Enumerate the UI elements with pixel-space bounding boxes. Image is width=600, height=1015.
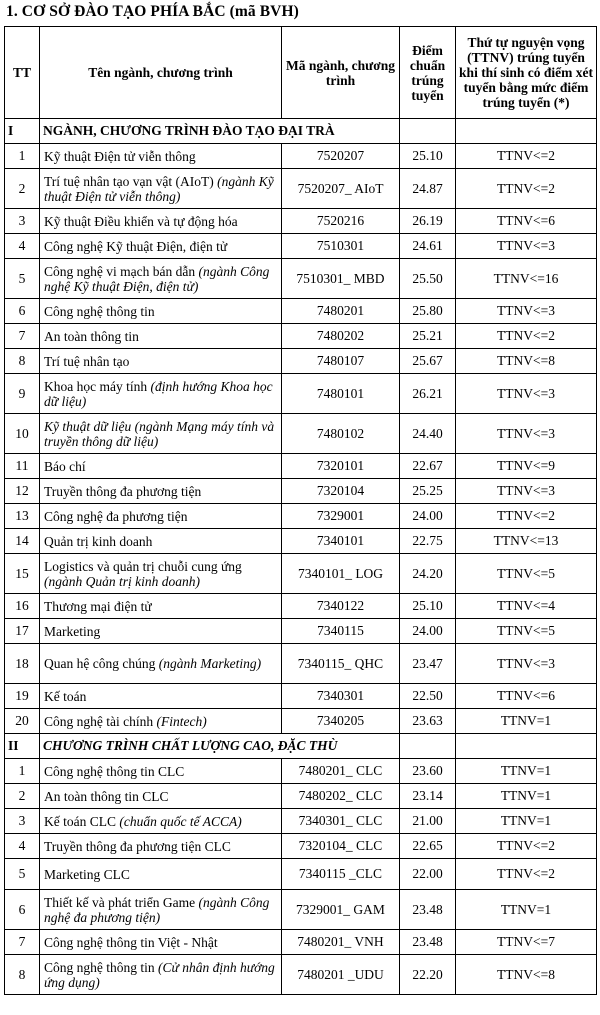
ttnv-rule: TTNV<=8 — [456, 349, 597, 374]
program-code: 7329001_ GAM — [282, 890, 400, 930]
program-name-cell — [40, 784, 282, 809]
cutoff-score: 22.75 — [400, 529, 456, 554]
ttnv-rule: TTNV<=3 — [456, 234, 597, 259]
section-empty-cell — [456, 119, 597, 144]
row-number: 2 — [5, 169, 40, 209]
program-name-cell — [40, 554, 282, 594]
program-name: Thiết kế và phát triển Game — [44, 894, 199, 910]
cutoff-score: 25.50 — [400, 259, 456, 299]
program-code: 7340115_ QHC — [282, 644, 400, 684]
row-number: 16 — [5, 594, 40, 619]
ttnv-rule: TTNV<=16 — [456, 259, 597, 299]
row-number: 15 — [5, 554, 40, 594]
program-name: Kế toán — [44, 688, 87, 704]
program-code: 7520207_ AIoT — [282, 169, 400, 209]
program-name-cell — [40, 859, 282, 890]
section-header-2 — [5, 734, 597, 759]
program-name-cell — [40, 930, 282, 955]
table-row — [5, 504, 597, 529]
cutoff-score: 23.60 — [400, 759, 456, 784]
program-note: Kỹ thuật dữ liệu (ngành Mạng máy tính và truyền thông dữ liệu) — [44, 418, 275, 449]
program-note: (ngành Công nghệ đa phương tiện) — [44, 894, 270, 925]
program-name-cell — [40, 414, 282, 454]
section-title: CHƯƠNG TRÌNH CHẤT LƯỢNG CAO, ĐẶC THÙ — [40, 734, 400, 759]
ttnv-rule: TTNV<=7 — [456, 930, 597, 955]
ttnv-rule: TTNV<=2 — [456, 834, 597, 859]
table-row — [5, 234, 597, 259]
row-number: 2 — [5, 784, 40, 809]
program-name-cell — [40, 349, 282, 374]
table-row — [5, 619, 597, 644]
cutoff-score: 24.40 — [400, 414, 456, 454]
table-row — [5, 299, 597, 324]
program-code: 7340205 — [282, 709, 400, 734]
program-note: (ngành Marketing) — [158, 656, 262, 671]
ttnv-rule: TTNV<=2 — [456, 859, 597, 890]
table-row — [5, 414, 597, 454]
section-title: NGÀNH, CHƯƠNG TRÌNH ĐÀO TẠO ĐẠI TRÀ — [40, 119, 400, 144]
program-name-cell — [40, 834, 282, 859]
program-name: Công nghệ thông tin Việt - Nhật — [44, 934, 218, 950]
program-name-cell — [40, 644, 282, 684]
program-note: (ngành Quản trị kinh doanh) — [44, 573, 200, 589]
ttnv-rule: TTNV<=6 — [456, 684, 597, 709]
ttnv-rule: TTNV=1 — [456, 709, 597, 734]
cutoff-score: 23.14 — [400, 784, 456, 809]
program-name: Công nghệ đa phương tiện — [44, 508, 188, 524]
page-title: 1. CƠ SỞ ĐÀO TẠO PHÍA BẮC (mã BVH) — [6, 3, 299, 20]
row-number: 7 — [5, 930, 40, 955]
ttnv-rule: TTNV<=3 — [456, 644, 597, 684]
ttnv-rule: TTNV=1 — [456, 890, 597, 930]
header-ttnv: Thứ tự nguyện vọng (TTNV) trúng tuyển khi thí sinh có điểm xét tuyển bằng mức điểm trúng tuyển (*) — [456, 27, 597, 119]
program-name-cell — [40, 759, 282, 784]
ttnv-rule: TTNV<=2 — [456, 504, 597, 529]
ttnv-rule: TTNV<=5 — [456, 619, 597, 644]
cutoff-score: 24.00 — [400, 504, 456, 529]
program-name-cell — [40, 454, 282, 479]
program-name-cell — [40, 890, 282, 930]
row-number: 4 — [5, 834, 40, 859]
row-number: 10 — [5, 414, 40, 454]
program-code: 7480201_ VNH — [282, 930, 400, 955]
cutoff-score: 24.87 — [400, 169, 456, 209]
program-note: (chuẩn quốc tế ACCA) — [119, 813, 242, 829]
program-name-cell — [40, 299, 282, 324]
program-name-cell — [40, 259, 282, 299]
ttnv-rule: TTNV=1 — [456, 759, 597, 784]
program-name: Marketing — [44, 623, 101, 639]
table-row — [5, 709, 597, 734]
ttnv-rule: TTNV<=4 — [456, 594, 597, 619]
row-number: 6 — [5, 890, 40, 930]
row-number: 14 — [5, 529, 40, 554]
table-row — [5, 454, 597, 479]
section-number: I — [5, 119, 40, 144]
ttnv-rule: TTNV<=3 — [456, 414, 597, 454]
program-name: An toàn thông tin — [44, 328, 139, 344]
row-number: 6 — [5, 299, 40, 324]
program-name: Marketing CLC — [44, 866, 130, 882]
program-name: Công nghệ thông tin — [44, 959, 158, 975]
row-number: 1 — [5, 144, 40, 169]
table-row — [5, 759, 597, 784]
table-row — [5, 890, 597, 930]
cutoff-score: 24.20 — [400, 554, 456, 594]
table-row — [5, 554, 597, 594]
cutoff-score: 25.21 — [400, 324, 456, 349]
program-name: Công nghệ Kỹ thuật Điện, điện tử — [44, 238, 228, 254]
cutoff-score: 25.67 — [400, 349, 456, 374]
program-name: Công nghệ thông tin — [44, 303, 155, 319]
admission-score-table — [4, 26, 597, 995]
program-note: (ngành Công nghệ Kỹ thuật Điện, điện tử) — [44, 263, 270, 294]
ttnv-rule: TTNV<=3 — [456, 374, 597, 414]
ttnv-rule: TTNV<=3 — [456, 299, 597, 324]
program-name: Báo chí — [44, 458, 86, 474]
program-name-cell — [40, 144, 282, 169]
program-name: Công nghệ tài chính — [44, 713, 157, 729]
row-number: 8 — [5, 955, 40, 995]
row-number: 13 — [5, 504, 40, 529]
program-name-cell — [40, 684, 282, 709]
table-row — [5, 259, 597, 299]
ttnv-rule: TTNV<=8 — [456, 955, 597, 995]
program-code: 7480202 — [282, 324, 400, 349]
program-name-cell — [40, 529, 282, 554]
program-code: 7340301 — [282, 684, 400, 709]
program-code: 7510301_ MBD — [282, 259, 400, 299]
program-code: 7510301 — [282, 234, 400, 259]
program-name-cell — [40, 709, 282, 734]
program-note: (định hướng Khoa học dữ liệu) — [44, 378, 273, 409]
table-row — [5, 834, 597, 859]
program-name: Kế toán CLC — [44, 813, 120, 829]
header-code: Mã ngành, chương trình — [282, 27, 400, 119]
program-name-cell — [40, 234, 282, 259]
program-note: (Fintech) — [156, 713, 207, 729]
cutoff-score: 25.10 — [400, 594, 456, 619]
cutoff-score: 22.65 — [400, 834, 456, 859]
row-number: 3 — [5, 809, 40, 834]
cutoff-score: 23.47 — [400, 644, 456, 684]
program-code: 7320104_ CLC — [282, 834, 400, 859]
row-number: 18 — [5, 644, 40, 684]
row-number: 20 — [5, 709, 40, 734]
program-code: 7480101 — [282, 374, 400, 414]
row-number: 3 — [5, 209, 40, 234]
cutoff-score: 24.61 — [400, 234, 456, 259]
table-row — [5, 479, 597, 504]
program-name: Công nghệ vi mạch bán dẫn — [44, 263, 199, 279]
cutoff-score: 22.50 — [400, 684, 456, 709]
program-code: 7340101_ LOG — [282, 554, 400, 594]
ttnv-rule: TTNV=1 — [456, 784, 597, 809]
section-header-1 — [5, 119, 597, 144]
table-row — [5, 784, 597, 809]
program-name: Truyền thông đa phương tiện CLC — [44, 838, 231, 854]
program-name-cell — [40, 209, 282, 234]
program-name: Logistics và quản trị chuỗi cung ứng — [44, 558, 242, 574]
table-row — [5, 144, 597, 169]
program-name: Khoa học máy tính — [44, 378, 151, 394]
program-code: 7480201 _UDU — [282, 955, 400, 995]
program-code: 7340101 — [282, 529, 400, 554]
table-row — [5, 349, 597, 374]
program-name: An toàn thông tin CLC — [44, 788, 169, 804]
program-code: 7340115 — [282, 619, 400, 644]
cutoff-score: 25.80 — [400, 299, 456, 324]
cutoff-score: 23.63 — [400, 709, 456, 734]
table-row — [5, 529, 597, 554]
row-number: 11 — [5, 454, 40, 479]
program-name: Kỹ thuật Điện tử viễn thông — [44, 148, 196, 164]
cutoff-score: 23.48 — [400, 890, 456, 930]
table-row — [5, 930, 597, 955]
program-name-cell — [40, 594, 282, 619]
section-empty-cell — [400, 734, 456, 759]
cutoff-score: 25.25 — [400, 479, 456, 504]
section-number: II — [5, 734, 40, 759]
table-row — [5, 809, 597, 834]
program-name-cell — [40, 504, 282, 529]
table-body — [5, 119, 597, 995]
table-row — [5, 594, 597, 619]
program-code: 7480107 — [282, 349, 400, 374]
table-row — [5, 684, 597, 709]
program-code: 7340301_ CLC — [282, 809, 400, 834]
table-row — [5, 209, 597, 234]
program-code: 7480201 — [282, 299, 400, 324]
program-name-cell — [40, 809, 282, 834]
header-tt: TT — [5, 27, 40, 119]
program-name: Thương mại điện tử — [44, 598, 152, 614]
table-row — [5, 169, 597, 209]
program-code: 7320104 — [282, 479, 400, 504]
program-name: Công nghệ thông tin CLC — [44, 763, 185, 779]
program-code: 7480202_ CLC — [282, 784, 400, 809]
program-name: Quản trị kinh doanh — [44, 533, 153, 549]
row-number: 5 — [5, 259, 40, 299]
cutoff-score: 25.10 — [400, 144, 456, 169]
program-name-cell — [40, 619, 282, 644]
row-number: 17 — [5, 619, 40, 644]
header-name: Tên ngành, chương trình — [40, 27, 282, 119]
program-code: 7329001 — [282, 504, 400, 529]
table-header-row — [5, 27, 597, 119]
cutoff-score: 26.21 — [400, 374, 456, 414]
ttnv-rule: TTNV<=2 — [456, 144, 597, 169]
ttnv-rule: TTNV<=2 — [456, 324, 597, 349]
ttnv-rule: TTNV=1 — [456, 809, 597, 834]
cutoff-score: 21.00 — [400, 809, 456, 834]
program-name-cell — [40, 955, 282, 995]
row-number: 1 — [5, 759, 40, 784]
cutoff-score: 24.00 — [400, 619, 456, 644]
program-name: Trí tuệ nhân tạo vạn vật (AIoT) — [44, 173, 218, 189]
ttnv-rule: TTNV<=9 — [456, 454, 597, 479]
table-row — [5, 374, 597, 414]
ttnv-rule: TTNV<=2 — [456, 169, 597, 209]
program-name: Trí tuệ nhân tạo — [44, 353, 130, 369]
header-score: Điểm chuẩn trúng tuyển — [400, 27, 456, 119]
table-row — [5, 324, 597, 349]
program-note: (ngành Kỹ thuật Điện tử viễn thông) — [44, 173, 274, 204]
program-name-cell — [40, 479, 282, 504]
program-code: 7340122 — [282, 594, 400, 619]
table-row — [5, 644, 597, 684]
program-name-cell — [40, 169, 282, 209]
program-name: Truyền thông đa phương tiện — [44, 483, 202, 499]
cutoff-score: 26.19 — [400, 209, 456, 234]
row-number: 9 — [5, 374, 40, 414]
program-code: 7480102 — [282, 414, 400, 454]
section-empty-cell — [400, 119, 456, 144]
row-number: 8 — [5, 349, 40, 374]
program-name: Quan hệ công chúng — [44, 656, 159, 671]
row-number: 12 — [5, 479, 40, 504]
program-code: 7480201_ CLC — [282, 759, 400, 784]
table-row — [5, 859, 597, 890]
program-name-cell — [40, 324, 282, 349]
program-code: 7520207 — [282, 144, 400, 169]
program-code: 7520216 — [282, 209, 400, 234]
row-number: 4 — [5, 234, 40, 259]
program-code: 7320101 — [282, 454, 400, 479]
section-empty-cell — [456, 734, 597, 759]
cutoff-score: 23.48 — [400, 930, 456, 955]
ttnv-rule: TTNV<=3 — [456, 479, 597, 504]
cutoff-score: 22.20 — [400, 955, 456, 995]
cutoff-score: 22.00 — [400, 859, 456, 890]
ttnv-rule: TTNV<=5 — [456, 554, 597, 594]
program-code: 7340115 _CLC — [282, 859, 400, 890]
ttnv-rule: TTNV<=13 — [456, 529, 597, 554]
table-row — [5, 955, 597, 995]
row-number: 7 — [5, 324, 40, 349]
ttnv-rule: TTNV<=6 — [456, 209, 597, 234]
row-number: 5 — [5, 859, 40, 890]
program-name-cell — [40, 374, 282, 414]
cutoff-score: 22.67 — [400, 454, 456, 479]
program-name: Kỹ thuật Điều khiển và tự động hóa — [44, 213, 238, 229]
program-note: (Cử nhân định hướng ứng dụng) — [44, 959, 275, 990]
row-number: 19 — [5, 684, 40, 709]
